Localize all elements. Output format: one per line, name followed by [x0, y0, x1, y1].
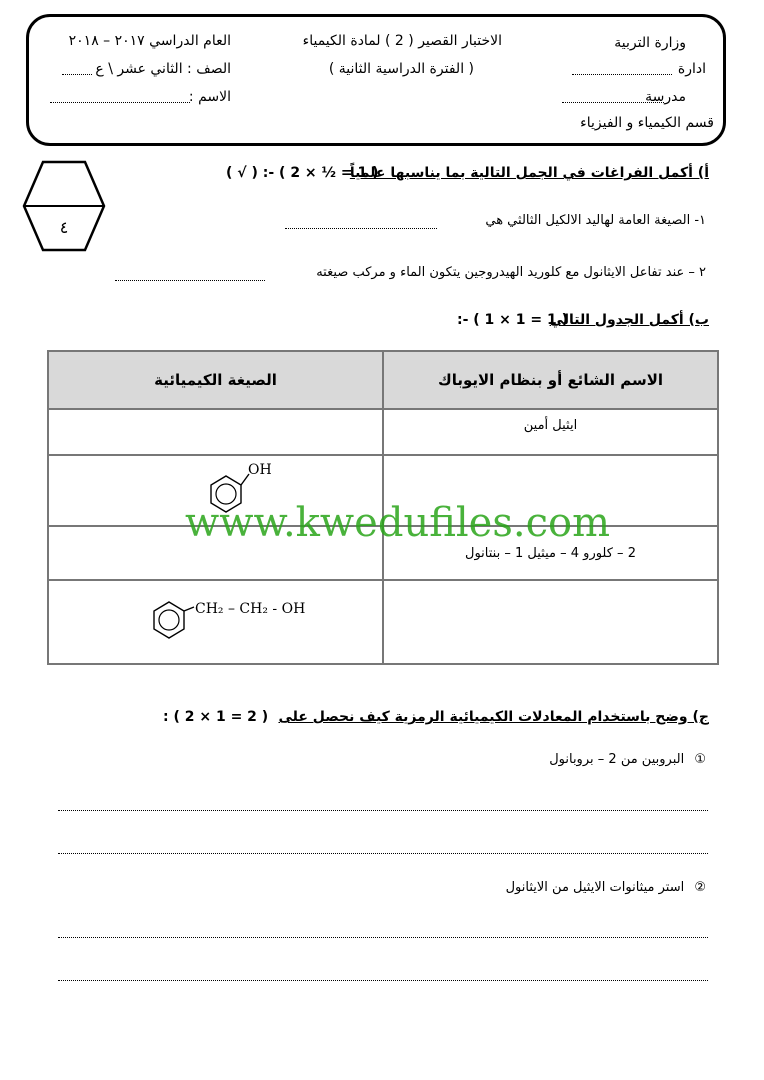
student-name-label: الاسم : [188, 89, 231, 105]
answer-line[interactable] [58, 937, 708, 938]
grade-blank [62, 74, 92, 75]
watermark: www.kwedufiles.com [185, 500, 610, 546]
score-hexagon [22, 160, 106, 252]
table-row [48, 409, 718, 455]
section-b-title: ب) أكمل الجدول التالي [549, 312, 709, 328]
grade-label: الصف : الثاني عشر \ ع [95, 61, 231, 77]
answer-line[interactable] [58, 853, 708, 854]
table-header-row [48, 351, 718, 409]
section-c-item-1-text: البروبين من 2 – بروبانول [549, 752, 685, 767]
score-value: ٤ [59, 218, 69, 237]
department-label: قسم الكيمياء و الفيزياء [580, 115, 714, 131]
section-a-item-2-blank [115, 280, 265, 281]
section-a-title: أ) أكمل الفراغات في الجمل التالية بما يناسبها علمياً [349, 165, 709, 181]
administration-label: ادارة [677, 61, 706, 77]
section-a-marks: ( √ ) :- ( 2 × ½ = 1 ) [226, 165, 379, 181]
section-c-title: ج) وضح باستخدام المعادلات الكيميائية الرمزية كيف نحصل على [278, 709, 709, 725]
section-a-item-1-blank [285, 228, 437, 229]
school-blank [562, 102, 664, 103]
circled-one-icon: ① [694, 752, 706, 767]
school-label: مدرسة [645, 89, 686, 105]
formula-cell-1[interactable] [48, 409, 383, 455]
formula-cell-4 [48, 580, 383, 664]
phenol-oh-label: OH [248, 462, 272, 478]
name-cell-3: 2 – كلورو 4 – ميثيل 1 – بنتانول [383, 526, 718, 580]
section-a-item-1: ١- الصيغة العامة لهاليد الالكيل الثالثي هي [485, 213, 706, 228]
answer-line[interactable] [58, 810, 708, 811]
exam-title: الاختبار القصير ( 2 ) لمادة الكيمياء [302, 33, 502, 49]
name-cell-4[interactable] [383, 580, 718, 664]
ministry-label: وزارة التربية [614, 35, 686, 51]
section-c-item-2 [506, 880, 706, 895]
circled-two-icon: ② [694, 880, 706, 895]
section-a-item-2: ٢ – عند تفاعل الايثانول مع كلوريد الهيدروجين يتكون الماء و مركب صيغته [316, 265, 706, 280]
phenylethanol-structure-icon [49, 581, 384, 659]
section-b-marks: :- ( 1 × 1 = 1 ) [457, 312, 569, 328]
term-label: ( الفترة الدراسية الثانية ) [328, 61, 474, 77]
table-row [48, 580, 718, 664]
answer-line[interactable] [58, 980, 708, 981]
name-cell-1: ايثيل أمين [383, 409, 718, 455]
section-c-item-2-text: استر ميثانوات الايثيل من الايثانول [505, 880, 685, 895]
administration-blank [572, 74, 672, 75]
formula-header: الصيغة الكيميائية [48, 351, 383, 409]
section-c-item-1 [549, 752, 706, 767]
academic-year: العام الدراسي ٢٠١٧ – ٢٠١٨ [68, 33, 231, 49]
student-name-blank [50, 102, 190, 103]
name-header: الاسم الشائع أو بنظام الايوباك [383, 351, 718, 409]
section-c-marks: : ( 2 × 1 = 2 ) [163, 709, 269, 725]
phenylethanol-chain-label: CH₂ – CH₂ - OH [195, 601, 306, 617]
